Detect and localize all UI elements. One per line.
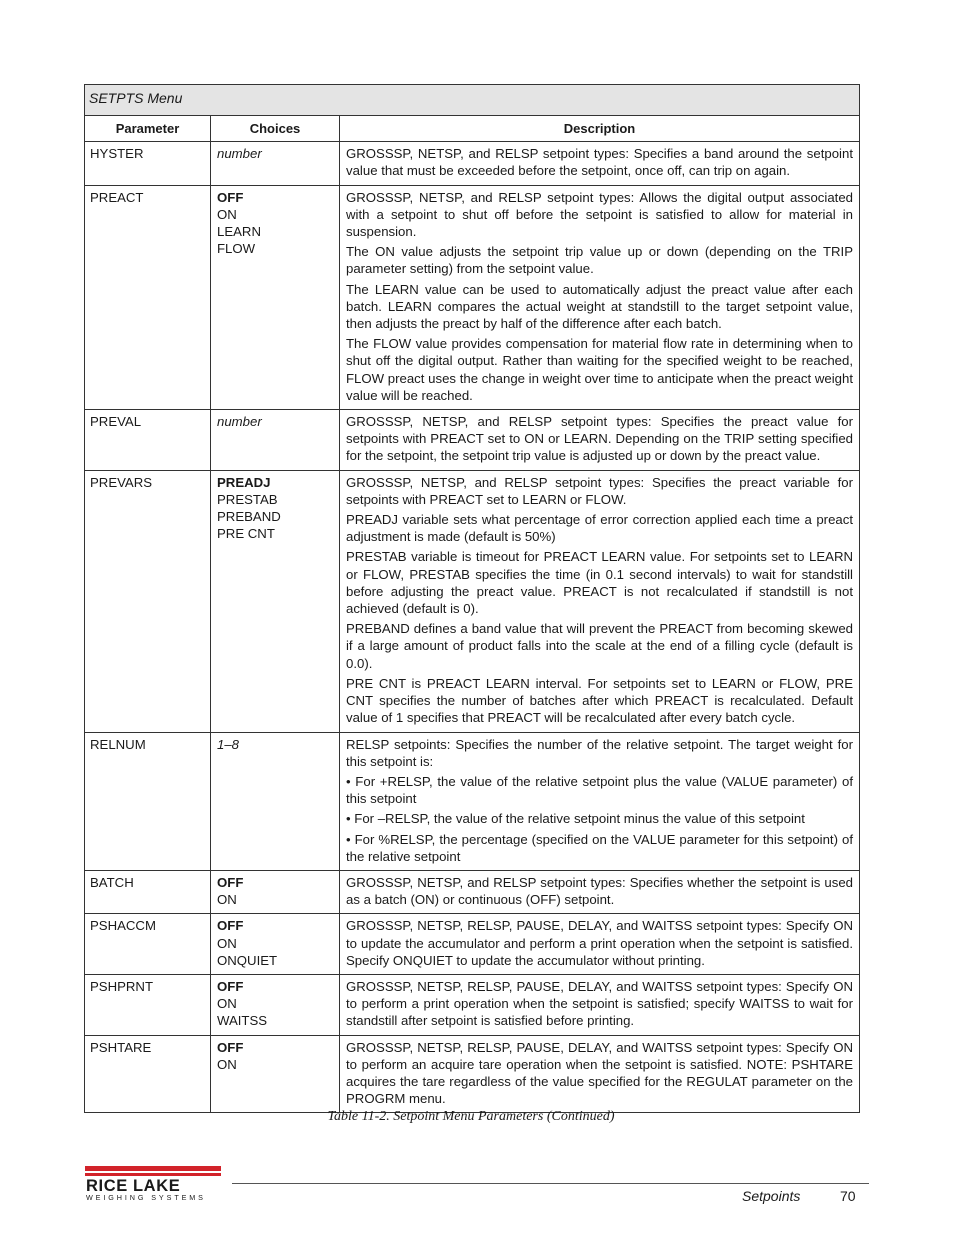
choice-item: number [217, 146, 262, 162]
choices-cell [211, 732, 340, 870]
description-cell [340, 142, 860, 185]
logo-stripe-mid [85, 1173, 221, 1176]
description-paragraph: GROSSSP, NETSP, RELSP, PAUSE, DELAY, and WAITSS setpoint types: Specify ON to update the accumulator and perform a print operation when the setpoint is satisfied. Specify ONQUIET to update the accumulator without printing. [346, 918, 853, 968]
footer-section-name: Setpoints [742, 1188, 801, 1204]
description-paragraph: • For %RELSP, the percentage (specified on the VALUE parameter for this setpoint) of the relative setpoint [346, 831, 853, 864]
table-row [85, 914, 860, 975]
choice-item: LEARN [217, 224, 261, 240]
choice-item: ON [217, 1056, 237, 1072]
parameter-cell: PSHPRNT [85, 974, 211, 1035]
choice-item: OFF [217, 189, 244, 205]
choices-cell [211, 470, 340, 732]
choice-item: PREBAND [217, 509, 281, 525]
parameter-cell: BATCH [85, 870, 211, 913]
description-paragraph: PRE CNT is PREACT LEARN interval. For setpoints set to LEARN or FLOW, PRE CNT specifies the number of batches after which PREACT is recalculated. Default value of 1 specifies that PREACT will be recalculated after every batch cycle. [346, 675, 853, 726]
parameter-cell: PREVAL [85, 410, 211, 471]
description-cell [340, 870, 860, 913]
choice-item: PRESTAB [217, 491, 278, 507]
choice-item: PRE CNT [217, 526, 275, 542]
choices-cell [211, 914, 340, 975]
choice-item: ON [217, 996, 237, 1012]
choice-item: OFF [217, 1039, 244, 1055]
parameter-cell: PREACT [85, 185, 211, 409]
footer-rule [232, 1183, 869, 1184]
table-row [85, 470, 860, 732]
description-paragraph: • For –RELSP, the value of the relative setpoint minus the value of this setpoint [346, 811, 805, 827]
description-paragraph: PREBAND defines a band value that will prevent the PREACT from becoming skewed if a large amount of product falls into the scale at the end of a filling cycle (default is 0.0). [346, 621, 853, 671]
table-row [85, 1035, 860, 1113]
description-paragraph: The FLOW value provides compensation for material flow rate in determining when to shut off the digital output. Rather than waiting for the specified weight to be reached, FLOW preact uses the change in weight over time to anticipate when the preact weight value will be reached. [346, 336, 853, 403]
footer-page-number: 70 [840, 1188, 856, 1204]
choices-cell [211, 1035, 340, 1113]
table-row [85, 870, 860, 913]
choice-item: WAITSS [217, 1013, 268, 1029]
setpoint-parameters-table [84, 84, 860, 1113]
rice-lake-logo [85, 1166, 225, 1202]
header-parameter: Parameter [85, 116, 211, 142]
parameter-cell: PSHTARE [85, 1035, 211, 1113]
choice-item: ON [217, 206, 237, 222]
description-cell [340, 185, 860, 409]
header-description: Description [340, 116, 860, 142]
choices-cell [211, 142, 340, 185]
parameter-cell: PREVARS [85, 470, 211, 732]
choice-item: OFF [217, 978, 244, 994]
logo-text: RICE LAKE [86, 1177, 181, 1195]
description-paragraph: The ON value adjusts the setpoint trip value up or down (depending on the TRIP parameter setting) from the setpoint value. [346, 244, 853, 277]
description-paragraph: GROSSSP, NETSP, and RELSP setpoint types: Specifies the preact variable for setpoints with PREACT set to LEARN or FLOW. [346, 474, 853, 507]
table-row [85, 732, 860, 870]
choice-item: FLOW [217, 241, 256, 257]
choice-item: OFF [217, 918, 244, 934]
header-choices: Choices [211, 116, 340, 142]
description-paragraph: PRESTAB variable is timeout for PREACT LEARN value. For setpoints set to LEARN or FLOW, PRESTAB specifies the time (in 0.1 second intervals) to wait for standstill before adjusting the preact value. PREACT is not recalculated if standstill is not achieved (default is 0). [346, 549, 853, 617]
choices-cell [211, 870, 340, 913]
description-paragraph: GROSSSP, NETSP, and RELSP setpoint types: Specifies the preact value for setpoints with PREACT set to ON or LEARN. Depending on the TRIP setting specified for the setpoint, the setpoint trip value is adjusted up or down by the preact value. [346, 414, 853, 464]
choice-item: 1–8 [217, 736, 240, 752]
description-cell [340, 732, 860, 870]
description-paragraph: PREADJ variable sets what percentage of error correction applied each time a preact adjustment is made (default is 50%) [346, 512, 853, 545]
choice-item: ON [217, 935, 237, 951]
description-paragraph: RELSP setpoints: Specifies the number of the relative setpoint. The target weight for this setpoint is: [346, 736, 853, 769]
parameter-cell: HYSTER [85, 142, 211, 185]
table-header-row [85, 116, 860, 142]
table-row [85, 142, 860, 185]
description-paragraph: GROSSSP, NETSP, and RELSP setpoint types: Specifies whether the setpoint is used as a batch (ON) or continuous (OFF) setpoint. [346, 874, 853, 908]
description-paragraph: • For +RELSP, the value of the relative setpoint plus the value (VALUE parameter) of this setpoint [346, 773, 853, 807]
parameter-cell: PSHACCM [85, 914, 211, 975]
menu-title: SETPTS Menu [85, 85, 860, 116]
table-caption: Table 11-2. Setpoint Menu Parameters (Continued) [327, 1109, 615, 1124]
description-paragraph: GROSSSP, NETSP, RELSP, PAUSE, DELAY, and WAITSS setpoint types: Specify ON to perform an acquire tare operation when the setpoint is satisfied. NOTE: PSHTARE acquires the tare regardless of the value specified for the REGULAT parameter on the PROGRM menu. [346, 1039, 853, 1107]
choice-item: number [217, 414, 262, 430]
choices-cell [211, 185, 340, 409]
description-cell [340, 974, 860, 1035]
description-paragraph: The LEARN value can be used to automatically adjust the preact value after each batch. LEARN compares the actual weight at standstill to the target setpoint value, then adjusts the preact by half of the difference after each batch. [346, 281, 853, 332]
table-body [85, 142, 860, 1113]
table-row [85, 410, 860, 471]
choice-item: OFF [217, 874, 244, 890]
choice-item: ON [217, 892, 237, 908]
description-cell [340, 470, 860, 732]
description-cell [340, 914, 860, 975]
parameter-cell: RELNUM [85, 732, 211, 870]
description-paragraph: GROSSSP, NETSP, and RELSP setpoint types: Allows the digital output associated with a setpoint to shut off before the setpoint is satisfied to allow for material in suspension. [346, 189, 853, 240]
table-row [85, 974, 860, 1035]
description-cell [340, 1035, 860, 1113]
choices-cell [211, 410, 340, 471]
logo-subtext: WEIGHING SYSTEMS [86, 1193, 206, 1202]
description-cell [340, 410, 860, 471]
logo-stripe-top [85, 1166, 221, 1171]
choice-item: ONQUIET [217, 952, 278, 968]
description-paragraph: GROSSSP, NETSP, and RELSP setpoint types: Specifies a band around the setpoint value that must be exceeded before the setpoint, once off, can trip on again. [346, 146, 853, 179]
choices-cell [211, 974, 340, 1035]
table-row [85, 185, 860, 409]
choice-item: PREADJ [217, 474, 271, 490]
description-paragraph: GROSSSP, NETSP, RELSP, PAUSE, DELAY, and WAITSS setpoint types: Specify ON to perform a print operation when the setpoint is satisfied; specify WAITSS to wait for standstill after setpoint is satisfied before printing. [346, 978, 853, 1029]
